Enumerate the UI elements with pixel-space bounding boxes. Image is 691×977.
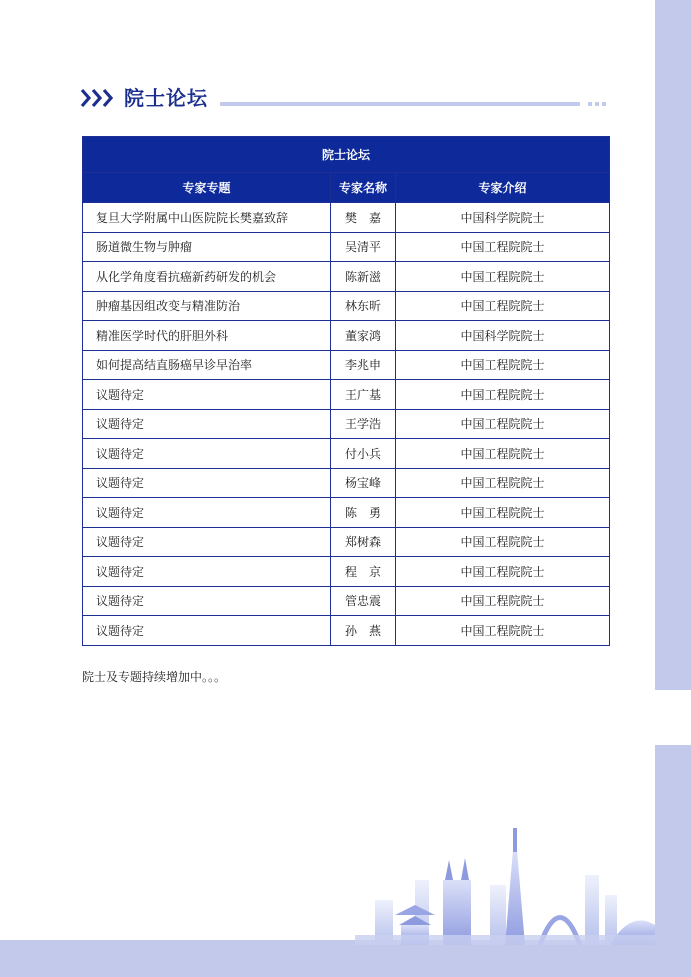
cell-expert-name: 陈 勇 (331, 498, 396, 528)
cell-topic: 议题待定 (83, 616, 331, 646)
cell-expert-intro: 中国工程院院士 (396, 468, 610, 498)
cell-expert-intro: 中国工程院院士 (396, 586, 610, 616)
forum-table-container (82, 136, 609, 646)
table-row (83, 291, 610, 321)
column-header-name: 专家名称 (331, 173, 396, 203)
cell-expert-name: 陈新滋 (331, 262, 396, 292)
table-row (83, 498, 610, 528)
table-row (83, 586, 610, 616)
cell-expert-name: 林东昕 (331, 291, 396, 321)
page-title: 院士论坛 (124, 86, 208, 110)
footnote: 院士及专题持续增加中。。。 (82, 670, 227, 684)
cell-expert-name: 管忠震 (331, 586, 396, 616)
cell-topic: 议题待定 (83, 557, 331, 587)
cell-expert-name: 樊 嘉 (331, 203, 396, 233)
cell-expert-intro: 中国科学院院士 (396, 321, 610, 351)
table-row (83, 232, 610, 262)
cell-expert-intro: 中国工程院院士 (396, 527, 610, 557)
cell-topic: 议题待定 (83, 498, 331, 528)
cell-expert-intro: 中国工程院院士 (396, 409, 610, 439)
forum-table (82, 136, 610, 646)
table-row (83, 557, 610, 587)
cell-expert-name: 董家鸿 (331, 321, 396, 351)
cell-expert-intro: 中国工程院院士 (396, 380, 610, 410)
table-row (83, 321, 610, 351)
cell-expert-name: 付小兵 (331, 439, 396, 469)
column-header-intro: 专家介绍 (396, 173, 610, 203)
cell-topic: 肠道微生物与肿瘤 (83, 232, 331, 262)
city-skyline-illustration (355, 820, 655, 945)
column-header-topic: 专家专题 (83, 173, 331, 203)
section-header (80, 84, 610, 114)
cell-expert-name: 孙 燕 (331, 616, 396, 646)
table-row (83, 350, 610, 380)
triple-chevron-right-icon (80, 86, 116, 110)
cell-topic: 从化学角度看抗癌新药研发的机会 (83, 262, 331, 292)
cell-expert-name: 吴清平 (331, 232, 396, 262)
header-divider (220, 102, 580, 106)
cell-expert-name: 郑树森 (331, 527, 396, 557)
table-body (83, 203, 610, 646)
cell-expert-name: 王广基 (331, 380, 396, 410)
table-row (83, 616, 610, 646)
table-row (83, 203, 610, 233)
header-dots (588, 102, 610, 106)
table-row (83, 439, 610, 469)
cell-expert-intro: 中国科学院院士 (396, 203, 610, 233)
cell-topic: 如何提高结直肠癌早诊早治率 (83, 350, 331, 380)
side-band-top (655, 0, 691, 690)
cell-expert-intro: 中国工程院院士 (396, 616, 610, 646)
cell-expert-name: 程 京 (331, 557, 396, 587)
table-row (83, 527, 610, 557)
cell-expert-name: 李兆申 (331, 350, 396, 380)
cell-topic: 精准医学时代的肝胆外科 (83, 321, 331, 351)
table-row (83, 468, 610, 498)
table-caption: 院士论坛 (83, 137, 610, 173)
cell-topic: 议题待定 (83, 527, 331, 557)
cell-expert-intro: 中国工程院院士 (396, 350, 610, 380)
cell-expert-name: 杨宝峰 (331, 468, 396, 498)
table-row (83, 262, 610, 292)
cell-expert-intro: 中国工程院院士 (396, 291, 610, 321)
table-row (83, 409, 610, 439)
bottom-band (0, 940, 691, 977)
cell-topic: 议题待定 (83, 439, 331, 469)
cell-topic: 议题待定 (83, 586, 331, 616)
cell-expert-intro: 中国工程院院士 (396, 557, 610, 587)
cell-expert-intro: 中国工程院院士 (396, 498, 610, 528)
cell-topic: 议题待定 (83, 380, 331, 410)
cell-expert-name: 王学浩 (331, 409, 396, 439)
cell-topic: 复旦大学附属中山医院院长樊嘉致辞 (83, 203, 331, 233)
cell-topic: 肿瘤基因组改变与精准防治 (83, 291, 331, 321)
cell-topic: 议题待定 (83, 409, 331, 439)
cell-topic: 议题待定 (83, 468, 331, 498)
cell-expert-intro: 中国工程院院士 (396, 439, 610, 469)
table-row (83, 380, 610, 410)
cell-expert-intro: 中国工程院院士 (396, 232, 610, 262)
table-header-row (83, 173, 610, 203)
cell-expert-intro: 中国工程院院士 (396, 262, 610, 292)
